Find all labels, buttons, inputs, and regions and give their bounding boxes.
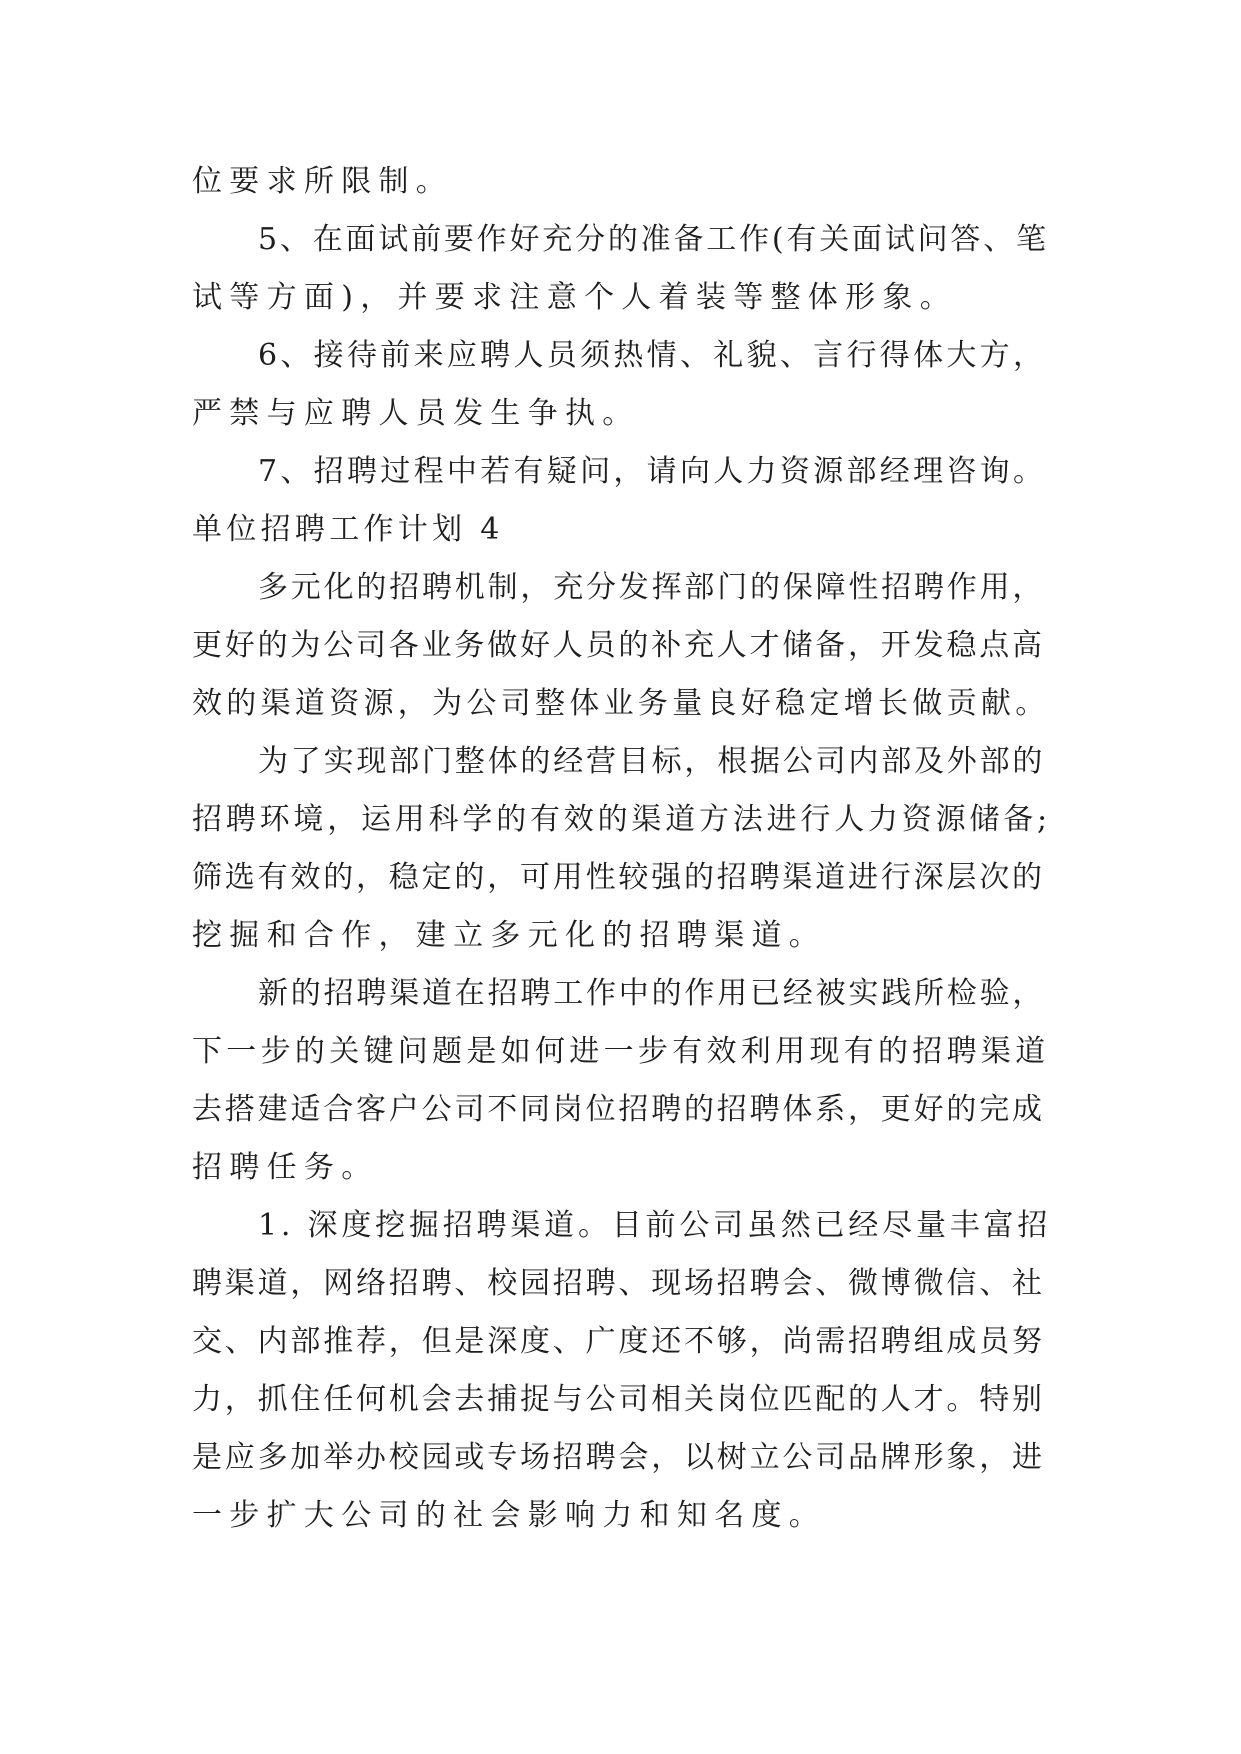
list-item-7: 7、招聘过程中若有疑问，请向人力资源部经理咨询。 xyxy=(258,454,1047,489)
text-line: 是应多加举办校园或专场招聘会，以树立公司品牌形象，进 xyxy=(192,1440,1045,1475)
section-heading: 单位招聘工作计划 4 xyxy=(192,512,504,547)
text-line: 去搭建适合客户公司不同岗位招聘的招聘体系，更好的完成 xyxy=(192,1092,1045,1127)
text-line: 位要求所限制。 xyxy=(192,164,454,199)
text-line: 效的渠道资源，为公司整体业务量良好稳定增长做贡献。 xyxy=(192,686,1050,721)
text-line: 力，抓住任何机会去捕捉与公司相关岗位匹配的人才。特别 xyxy=(192,1382,1045,1417)
text-line: 交、内部推荐，但是深度、广度还不够，尚需招聘组成员努 xyxy=(192,1324,1045,1359)
text-line: 试等方面)，并要求注意个人着装等整体形象。 xyxy=(192,280,958,315)
list-item-1: 1. 深度挖掘招聘渠道。目前公司虽然已经尽量丰富招 xyxy=(258,1208,1052,1243)
list-item-6: 6、接待前来应聘人员须热情、礼貌、言行得体大方， xyxy=(258,338,1047,373)
text-line: 招聘环境，运用科学的有效的渠道方法进行人力资源储备; xyxy=(192,802,1051,837)
text-line: 聘渠道，网络招聘、校园招聘、现场招聘会、微博微信、社 xyxy=(192,1266,1045,1301)
text-line: 更好的为公司各业务做好人员的补充人才储备，开发稳点高 xyxy=(192,628,1045,663)
text-line: 挖掘和合作，建立多元化的招聘渠道。 xyxy=(192,918,827,953)
text-line: 一步扩大公司的社会影响力和知名度。 xyxy=(192,1498,827,1533)
paragraph-first-line: 新的招聘渠道在招聘工作中的作用已经被实践所检验， xyxy=(258,976,1046,1011)
paragraph-first-line: 为了实现部门整体的经营目标，根据公司内部及外部的 xyxy=(258,744,1046,779)
text-line: 严禁与应聘人员发生争执。 xyxy=(192,396,640,431)
list-item-5: 5、在面试前要作好充分的准备工作(有关面试问答、笔 xyxy=(258,222,1049,257)
text-line: 筛选有效的，稳定的，可用性较强的招聘渠道进行深层次的 xyxy=(192,860,1045,895)
text-line: 招聘任务。 xyxy=(192,1150,379,1185)
paragraph-first-line: 多元化的招聘机制，充分发挥部门的保障性招聘作用， xyxy=(258,570,1046,605)
text-line: 下一步的关键问题是如何进一步有效利用现有的招聘渠道 xyxy=(192,1034,1050,1069)
